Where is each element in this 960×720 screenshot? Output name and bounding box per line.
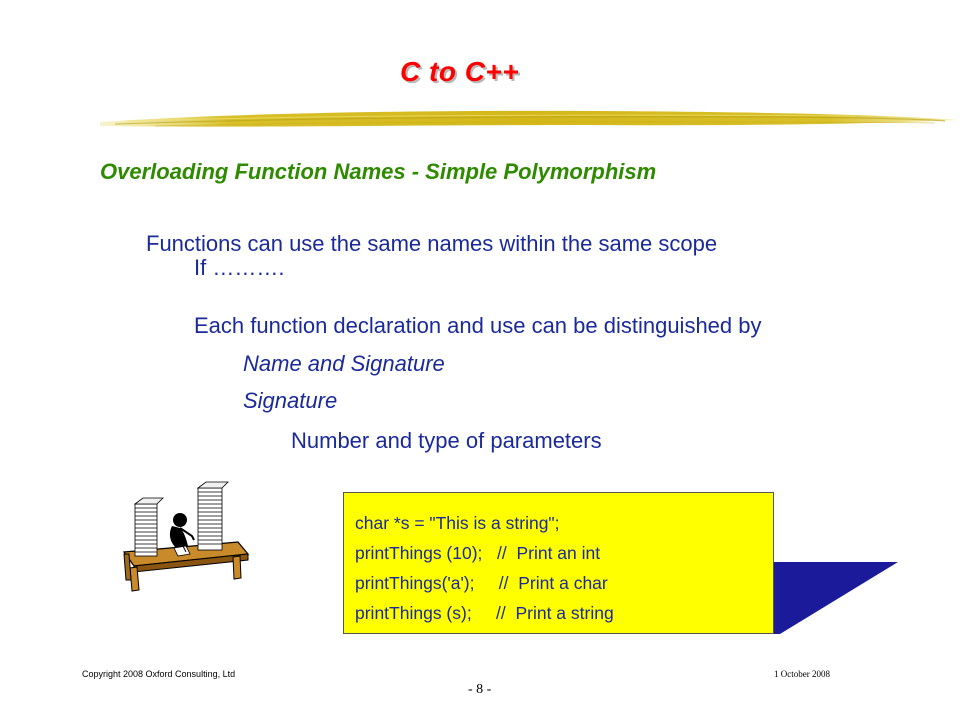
- body-line-1: Functions can use the same names within the same scope: [146, 231, 718, 256]
- footer-copyright: Copyright 2008 Oxford Consulting, Ltd: [82, 669, 236, 679]
- body-line-5: Signature: [243, 388, 338, 413]
- footer-date: 1 October 2008: [774, 669, 830, 679]
- code-line-1: char *s = "This is a string";: [355, 513, 560, 533]
- page-number: - 8 -: [468, 682, 492, 697]
- title-underline-brushstroke: [95, 100, 960, 140]
- body-line-3: Each function declaration and use can be distinguished by: [194, 313, 762, 338]
- body-line-6: Number and type of parameters: [291, 428, 602, 453]
- slide-title: C to C++: [400, 56, 520, 87]
- body-line-4: Name and Signature: [243, 351, 445, 376]
- code-line-3: printThings('a'); // Print a char: [355, 573, 608, 593]
- body-line-2: If ……….: [194, 255, 285, 280]
- code-line-4: printThings (s); // Print a string: [355, 603, 614, 623]
- code-line-2: printThings (10); // Print an int: [355, 543, 601, 563]
- section-subtitle: Overloading Function Names - Simple Polymorphism: [100, 159, 657, 184]
- person-at-desk-icon: [120, 478, 250, 593]
- code-example-box: [343, 492, 774, 634]
